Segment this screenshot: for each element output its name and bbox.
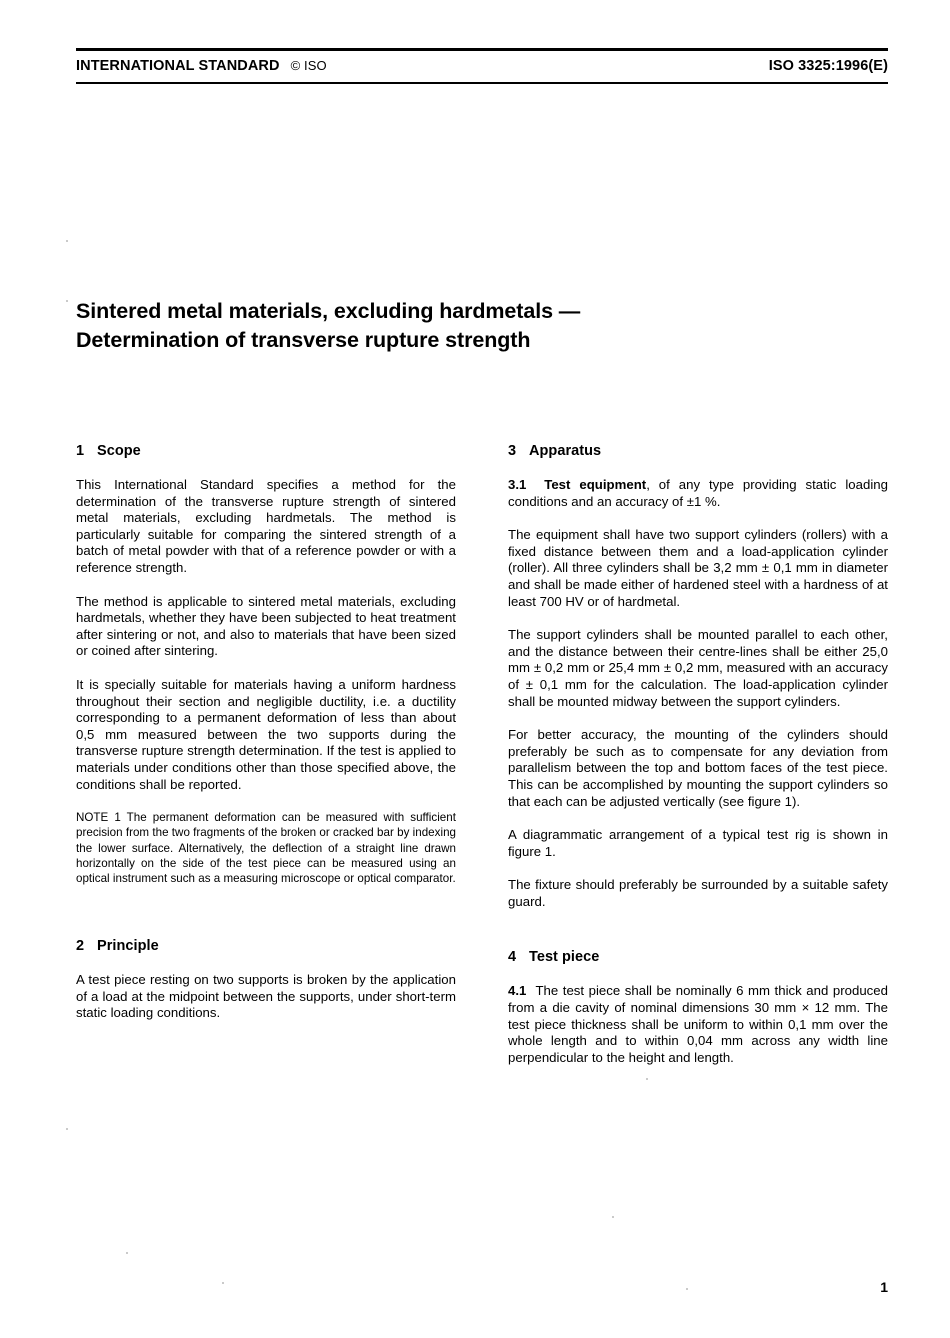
- principle-paragraph-1: A test piece resting on two supports is broken by the application of a load at the midpoint between the supports, under short-term static loading conditions.: [76, 972, 456, 1021]
- clause-title-3-1: Test equipment: [544, 477, 647, 492]
- standard-label: INTERNATIONAL STANDARD: [76, 58, 280, 74]
- body-columns: [76, 443, 888, 1233]
- page-title-line-2: Determination of transverse rupture strength: [76, 328, 531, 353]
- apparatus-paragraph-3: For better accuracy, the mounting of the cylinders should preferably be such as to compensate for any deviation from parallelism between the top and bottom faces of the test piece. This can be accomplished by mounting the support cylinders so that each can be adjusted vertically (see figure 1).: [508, 727, 888, 809]
- test-piece-clause-4-1: [508, 983, 888, 1066]
- apparatus-paragraph-2: The support cylinders shall be mounted parallel to each other, and the distance between their centre-lines shall be either 25,0 mm ± 0,2 mm or 25,4 mm ± 0,2 mm, measured with an accuracy of ± 0,1 mm for the calculation. The load-application cylinder shall be mounted midway between the support cylinders.: [508, 627, 888, 709]
- apparatus-paragraph-1: The equipment shall have two support cylinders (rollers) with a fixed distance between them and a load-application cylinder (roller). All three cylinders shall be 3,2 mm ± 0,1 mm in diameter and shall be made either of hardened steel with a hardness of at least 700 HV or of hardmetal.: [508, 527, 888, 609]
- scope-paragraph-2: The method is applicable to sintered metal materials, excluding hardmetals, whether they have been subjected to heat treatment after sintering or not, and also to materials that have been sized or coined after sintering.: [76, 593, 456, 659]
- column-spacer: [76, 886, 456, 938]
- section-heading-principle: [76, 938, 456, 954]
- apparatus-paragraph-4: A diagrammatic arrangement of a typical test rig is shown in figure 1.: [508, 827, 888, 859]
- scan-speck: [686, 1288, 688, 1290]
- column-right: [508, 443, 888, 1066]
- section-number-principle: 2: [76, 938, 85, 955]
- scope-paragraph-1: This International Standard specifies a method for the determination of the transverse rupture strength of sintered metal materials, excluding hardmetals. The method is particularly suitable for comparing the sintered strength of a batch of metal powder with that of a reference powder or with a reference strength.: [76, 477, 456, 575]
- section-title-scope: Scope: [97, 443, 141, 459]
- section-number-test-piece: 4: [508, 949, 517, 966]
- scan-speck: [66, 240, 68, 242]
- scan-speck: [126, 1252, 128, 1254]
- section-title-test-piece: Test piece: [529, 949, 600, 966]
- clause-number-4-1: 4.1: [508, 983, 527, 999]
- copyright-notice: © ISO: [290, 58, 327, 73]
- scan-speck: [646, 1078, 648, 1080]
- scan-speck: [222, 1282, 224, 1284]
- header-row: [76, 51, 888, 82]
- section-heading-apparatus: [508, 443, 888, 459]
- column-spacer-2: [508, 927, 888, 949]
- scan-speck: [66, 300, 68, 302]
- apparatus-clause-3-1: [508, 477, 888, 510]
- apparatus-paragraph-5: The fixture should preferably be surrounded by a suitable safety guard.: [508, 877, 888, 909]
- standard-reference: ISO 3325:1996(E): [768, 58, 888, 74]
- page-number: 1: [880, 1279, 888, 1295]
- scope-paragraph-3: It is specially suitable for materials having a uniform hardness throughout their section and negligible ductility, i.e. a ductility corresponding to a permanent deformation of less than about 0,5 mm measured between the two supports during the transverse rupture strength determination. If the test is applied to materials under conditions other than those specified above, the conditions shall be reported.: [76, 676, 456, 792]
- clause-number-3-1: 3.1: [508, 477, 527, 492]
- clause-text-4-1: The test piece shall be nominally 6 mm thick and produced from a die cavity of nominal dimensions 30 mm × 12 mm. The test piece thickness shall be uniform to within 0,1 mm over the whole length and to within 0,04 mm across any width line perpendicular to the height and length.: [508, 983, 888, 1065]
- page-title-line-1: Sintered metal materials, excluding hardmetals —: [76, 299, 581, 324]
- clause-text-3-1: , of any type providing static loading conditions and an accuracy of ±1 %.: [508, 477, 888, 509]
- section-heading-scope: [76, 443, 456, 459]
- scan-speck: [612, 1216, 614, 1218]
- section-title-apparatus: Apparatus: [529, 443, 602, 459]
- column-left: [76, 443, 456, 1022]
- running-header: [76, 48, 888, 84]
- scan-speck: [66, 1128, 68, 1130]
- header-left-group: [76, 58, 327, 74]
- section-title-principle: Principle: [97, 938, 159, 955]
- page-title: [76, 297, 776, 355]
- header-rule-bottom: [76, 82, 888, 84]
- section-number-apparatus: 3: [508, 443, 517, 459]
- section-number-scope: 1: [76, 443, 85, 459]
- scope-note-1: NOTE 1 The permanent deformation can be measured with sufficient precision from the two fragments of the broken or cracked bar by indexing the lower surface. Alternatively, the deflection of a straight line drawn horizontally on the side of the test piece can be measured using an optical instrument such as a measuring microscope or optical comparator.: [76, 811, 456, 885]
- section-heading-test-piece: [508, 949, 888, 965]
